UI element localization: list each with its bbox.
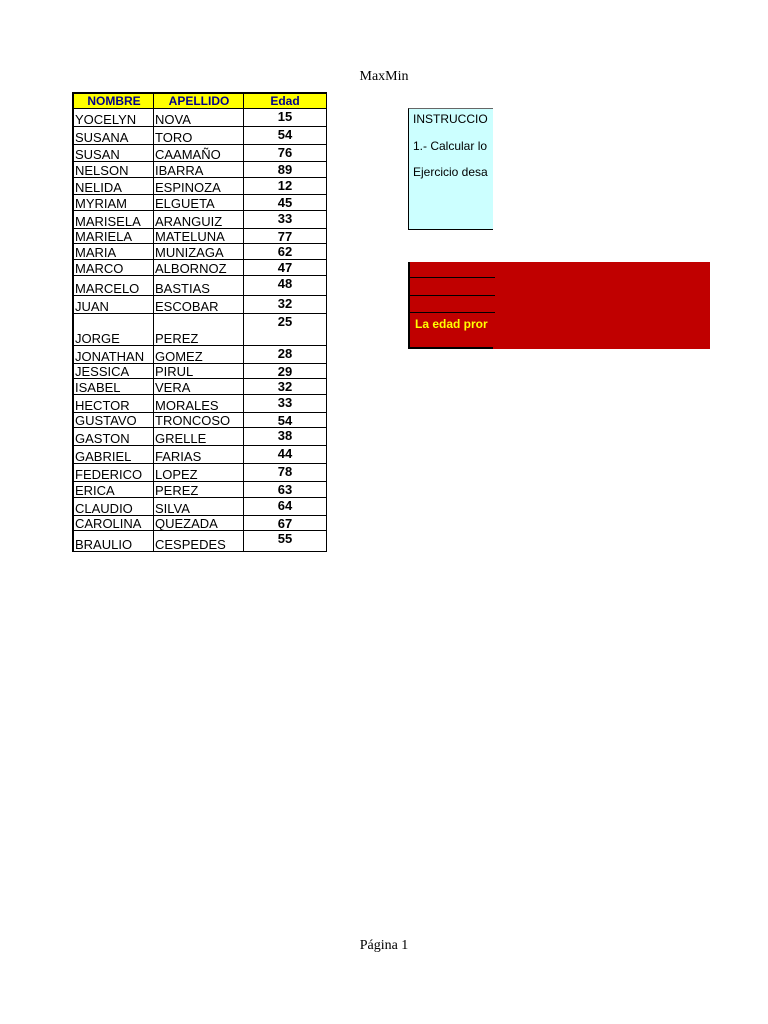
cell-nombre[interactable]: NELIDA <box>74 178 154 194</box>
instructions-title: INSTRUCCIO <box>413 112 488 126</box>
cell-edad[interactable]: 67 <box>277 516 293 530</box>
table-row <box>74 178 326 195</box>
table-row <box>74 127 326 145</box>
cell-edad[interactable]: 63 <box>277 482 293 497</box>
cell-nombre[interactable]: SUSAN <box>74 145 154 161</box>
cell-edad[interactable]: 47 <box>277 260 293 275</box>
cell-edad[interactable]: 54 <box>277 127 293 142</box>
cell-apellido[interactable]: GOMEZ <box>154 346 244 363</box>
cell-nombre[interactable]: HECTOR <box>74 395 154 412</box>
cell-edad[interactable]: 32 <box>277 379 293 394</box>
table-row <box>74 229 326 244</box>
cell-edad[interactable]: 28 <box>277 346 293 361</box>
data-table <box>72 92 327 552</box>
cell-apellido[interactable]: LOPEZ <box>154 464 244 481</box>
cell-apellido[interactable]: CESPEDES <box>154 531 244 551</box>
cell-apellido[interactable]: ALBORNOZ <box>154 260 244 275</box>
cell-nombre[interactable]: MYRIAM <box>74 195 154 210</box>
cell-nombre[interactable]: SUSANA <box>74 127 154 144</box>
cell-apellido[interactable]: TORO <box>154 127 244 144</box>
cell-nombre[interactable]: MARISELA <box>74 211 154 228</box>
cell-edad[interactable]: 64 <box>277 498 293 513</box>
cell-nombre[interactable]: MARCO <box>74 260 154 275</box>
cell-edad[interactable]: 33 <box>277 211 293 226</box>
instructions-box[interactable] <box>408 108 493 230</box>
table-row <box>74 346 326 364</box>
cell-apellido[interactable]: QUEZADA <box>154 516 244 530</box>
table-row <box>74 464 326 482</box>
cell-apellido[interactable]: CAAMAÑO <box>154 145 244 161</box>
table-row <box>74 162 326 178</box>
cell-nombre[interactable]: CAROLINA <box>74 516 154 530</box>
cell-edad[interactable]: 77 <box>277 229 293 243</box>
table-row <box>74 516 326 531</box>
result-block[interactable] <box>408 262 710 349</box>
cell-edad[interactable]: 45 <box>277 195 293 210</box>
cell-edad[interactable]: 12 <box>277 178 293 193</box>
cell-apellido[interactable]: ELGUETA <box>154 195 244 210</box>
cell-nombre[interactable]: BRAULIO <box>74 531 154 551</box>
cell-nombre[interactable]: ERICA <box>74 482 154 497</box>
header-nombre[interactable]: NOMBRE <box>74 94 154 108</box>
cell-edad[interactable]: 15 <box>277 109 293 124</box>
cell-apellido[interactable]: MUNIZAGA <box>154 244 244 259</box>
cell-apellido[interactable]: PIRUL <box>154 364 244 378</box>
cell-edad[interactable]: 89 <box>277 162 293 177</box>
table-row <box>74 446 326 464</box>
cell-apellido[interactable]: TRONCOSO <box>154 413 244 427</box>
cell-nombre[interactable]: GABRIEL <box>74 446 154 463</box>
cell-edad[interactable]: 76 <box>277 145 293 160</box>
cell-edad[interactable]: 48 <box>277 276 293 291</box>
result-cells <box>408 262 493 349</box>
table-row <box>74 260 326 276</box>
cell-apellido[interactable]: ESCOBAR <box>154 296 244 313</box>
table-row <box>74 145 326 162</box>
result-divider <box>410 277 495 278</box>
cell-nombre[interactable]: GASTON <box>74 428 154 445</box>
cell-nombre[interactable]: GUSTAVO <box>74 413 154 427</box>
cell-apellido[interactable]: PEREZ <box>154 482 244 497</box>
cell-apellido[interactable]: BASTIAS <box>154 276 244 295</box>
cell-apellido[interactable]: ARANGUIZ <box>154 211 244 228</box>
cell-apellido[interactable]: IBARRA <box>154 162 244 177</box>
table-row <box>74 109 326 127</box>
cell-edad[interactable]: 62 <box>277 244 293 259</box>
table-row <box>74 296 326 314</box>
cell-edad[interactable]: 29 <box>277 364 293 378</box>
cell-edad[interactable]: 38 <box>277 428 293 443</box>
cell-nombre[interactable]: FEDERICO <box>74 464 154 481</box>
cell-nombre[interactable]: MARCELO <box>74 276 154 295</box>
instructions-note: Ejercicio desa <box>413 165 488 179</box>
table-row <box>74 482 326 498</box>
cell-edad[interactable]: 32 <box>277 296 293 311</box>
cell-nombre[interactable]: CLAUDIO <box>74 498 154 515</box>
cell-apellido[interactable]: GRELLE <box>154 428 244 445</box>
table-header-row <box>74 94 326 109</box>
cell-edad[interactable]: 54 <box>277 413 293 427</box>
cell-apellido[interactable]: ESPINOZA <box>154 178 244 194</box>
sheet-title: MaxMin <box>359 69 409 84</box>
cell-apellido[interactable]: FARIAS <box>154 446 244 463</box>
cell-apellido[interactable]: VERA <box>154 379 244 394</box>
cell-apellido[interactable]: PEREZ <box>154 314 244 345</box>
table-row <box>74 379 326 395</box>
cell-nombre[interactable]: NELSON <box>74 162 154 177</box>
instructions-step-1: 1.- Calcular lo <box>413 139 488 153</box>
cell-apellido[interactable]: NOVA <box>154 109 244 126</box>
table-row <box>74 498 326 516</box>
table-row <box>74 211 326 229</box>
cell-nombre[interactable]: JESSICA <box>74 364 154 378</box>
cell-edad[interactable]: 25 <box>277 314 293 329</box>
header-apellido[interactable]: APELLIDO <box>154 94 244 108</box>
cell-nombre[interactable]: MARIA <box>74 244 154 259</box>
table-row <box>74 364 326 379</box>
table-row <box>74 314 326 346</box>
table-row <box>74 244 326 260</box>
cell-edad[interactable]: 44 <box>277 446 293 461</box>
cell-edad[interactable]: 55 <box>277 531 293 546</box>
cell-nombre[interactable]: JORGE <box>74 314 154 345</box>
result-divider <box>410 312 495 313</box>
header-edad[interactable]: Edad <box>270 94 300 108</box>
table-row <box>74 395 326 413</box>
cell-edad[interactable]: 33 <box>277 395 293 410</box>
cell-apellido[interactable]: SILVA <box>154 498 244 515</box>
cell-nombre[interactable]: JONATHAN <box>74 346 154 363</box>
cell-nombre[interactable]: YOCELYN <box>74 109 154 126</box>
cell-apellido[interactable]: MATELUNA <box>154 229 244 243</box>
result-divider <box>410 295 495 296</box>
cell-nombre[interactable]: MARIELA <box>74 229 154 243</box>
cell-nombre[interactable]: ISABEL <box>74 379 154 394</box>
table-row <box>74 413 326 428</box>
result-label: La edad pror <box>415 317 488 331</box>
table-row <box>74 428 326 446</box>
cell-edad[interactable]: 78 <box>277 464 293 479</box>
page-footer: Página 1 <box>359 938 409 953</box>
table-row <box>74 531 326 551</box>
cell-apellido[interactable]: MORALES <box>154 395 244 412</box>
cell-nombre[interactable]: JUAN <box>74 296 154 313</box>
table-row <box>74 276 326 296</box>
table-row <box>74 195 326 211</box>
